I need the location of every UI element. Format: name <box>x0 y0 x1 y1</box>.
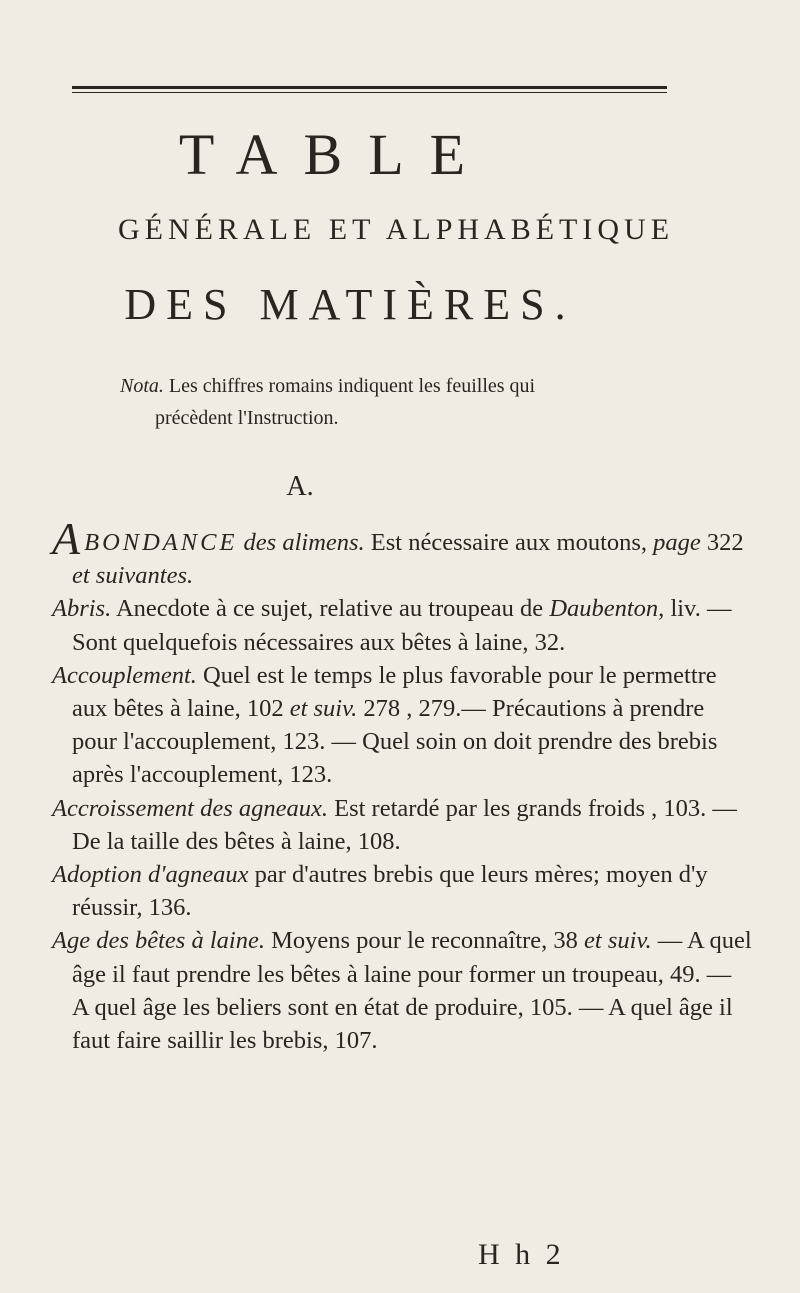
signature-mark: H h 2 <box>478 1238 565 1271</box>
nota-lead: Nota. <box>120 375 164 397</box>
entry-adoption <box>52 858 752 924</box>
entry-head: des alimens. <box>237 529 365 556</box>
nota-note <box>120 370 680 434</box>
section-letter: A. <box>286 471 314 502</box>
subtitle-matieres: MATIÈRES. <box>259 280 576 329</box>
entry-accroissement <box>52 792 752 858</box>
entry-text: par d'autres brebis que leurs mères; moyen d'y réussir, 136. <box>72 861 708 922</box>
entry-head-caps: BONDANCE <box>84 529 238 556</box>
entry-head: Age des bêtes à laine. <box>52 927 265 955</box>
entry-head: Accroissement des agneaux. <box>52 794 328 822</box>
subtitle-des: DES <box>124 280 238 329</box>
entry-text: liv. — Sont quelquefois nécessaires aux bêtes à laine, 32. <box>72 595 732 656</box>
entry-text: 278 , 279.— Précautions à prendre pour l'accouplement, 123. — Quel soin on doit prendre des brebis après l'accouplement, 123. <box>72 695 718 789</box>
entry-italic: et suiv. <box>289 695 358 723</box>
entry-text: Moyens pour le reconnaître, 38 <box>264 927 585 955</box>
entry-text: Quel est le temps le plus favorable pour le permettre aux bêtes à laine, 102 <box>72 661 717 723</box>
top-rule-thin <box>72 92 667 93</box>
entry-text: 322 <box>700 529 744 556</box>
entry-accouplement <box>52 659 752 792</box>
entry-head: Accouplement. <box>52 661 197 689</box>
index-entries <box>52 513 752 1057</box>
entry-abris <box>52 592 752 658</box>
entry-age <box>52 924 752 1057</box>
entry-italic: page <box>653 529 701 556</box>
entry-head: Adoption d'agneaux <box>52 861 249 889</box>
subtitle-line-1: GÉNÉRALE ET ALPHABÉTIQUE <box>117 213 675 246</box>
entry-italic: et suivantes. <box>72 562 194 590</box>
entry-italic: Daubenton, <box>549 595 665 623</box>
entry-head: Abris. <box>52 595 112 623</box>
top-rule <box>72 86 667 89</box>
nota-line-1: Les chiffres romains indiquent les feuilles qui <box>163 375 536 397</box>
entry-italic: et suiv. <box>584 927 652 955</box>
entry-text: Est retardé par les grands froids , 103. — De la taille des bêtes à laine, 108. <box>72 794 737 855</box>
entry-text: Anecdote à ce sujet, relative au troupeau de <box>111 595 550 623</box>
dropcap-letter: A <box>52 513 81 564</box>
entry-abondance <box>52 513 752 592</box>
subtitle-line-2 <box>0 280 700 329</box>
entry-text: — A quel âge il faut prendre les bêtes à laine pour former un troupeau, 49. — A quel âge les beliers sont en état de produire, 105. — A quel âge il faut faire saillir les brebis, 107. <box>72 927 752 1055</box>
page-title: TABLE <box>178 122 492 187</box>
entry-text: Est nécessaire aux moutons, <box>364 529 654 556</box>
nota-line-2: précèdent l'Instruction. <box>155 407 339 429</box>
